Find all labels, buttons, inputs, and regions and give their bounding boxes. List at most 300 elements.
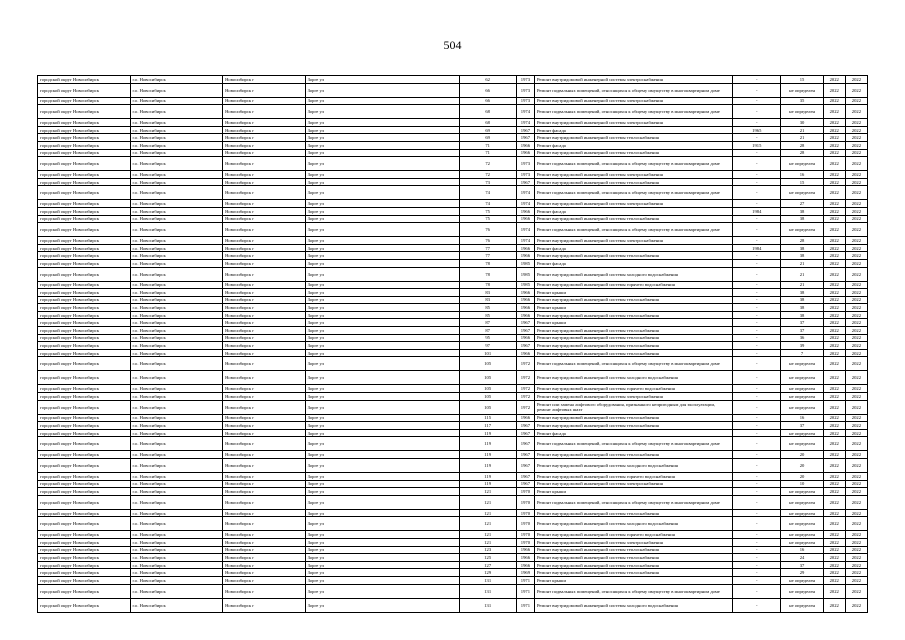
cell-cost: 28 [781, 149, 823, 157]
cell-okrug: городской округ Новосибирск [38, 414, 131, 422]
cell-house: 74 [459, 200, 516, 208]
cell-end-year: 2022 [845, 281, 867, 289]
cell-locality: Новосибирск г [223, 76, 305, 84]
cell-cost: 16 [781, 414, 823, 422]
cell-okrug: городской округ Новосибирск [38, 237, 131, 245]
cell-locality: Новосибирск г [223, 244, 305, 252]
cell-okrug: городской округ Новосибирск [38, 554, 131, 562]
table-row [38, 334, 868, 342]
cell-year: 1967 [516, 327, 534, 335]
cell-street: Зорге ул [305, 422, 459, 430]
cell-okrug: городской округ Новосибирск [38, 569, 131, 577]
cell-street: Зорге ул [305, 495, 459, 509]
cell-cost: 15 [781, 178, 823, 186]
cell-street: Зорге ул [305, 76, 459, 84]
cell-work-type: Ремонт крыши [534, 319, 732, 327]
cell-okrug: городской округ Новосибирск [38, 584, 131, 598]
cell-work-type: Ремонт внутридомовой инженерной системы холодного водоснабжения [534, 459, 732, 473]
cell-extra: - [733, 451, 781, 459]
cell-start-year: 2022 [823, 334, 845, 342]
cell-cost: 35 [781, 97, 823, 105]
cell-house: 97 [459, 342, 516, 350]
cell-house: 78 [459, 267, 516, 281]
table-row [38, 385, 868, 393]
table-row [38, 422, 868, 430]
cell-work-type: Ремонт внутридомовой инженерной системы горячего водоснабжения [534, 385, 732, 393]
cell-city: г.о. Новосибирск [130, 134, 223, 142]
cell-locality: Новосибирск г [223, 385, 305, 393]
cell-locality: Новосибирск г [223, 473, 305, 481]
cell-street: Зорге ул [305, 385, 459, 393]
cell-end-year: 2022 [845, 252, 867, 260]
cell-city: г.о. Новосибирск [130, 157, 223, 171]
cell-locality: Новосибирск г [223, 327, 305, 335]
cell-end-year: 2022 [845, 289, 867, 297]
cell-locality: Новосибирск г [223, 171, 305, 179]
cell-city: г.о. Новосибирск [130, 342, 223, 350]
table-row [38, 76, 868, 84]
cell-cost: 20 [781, 451, 823, 459]
cell-street: Зорге ул [305, 119, 459, 127]
cell-city: г.о. Новосибирск [130, 327, 223, 335]
cell-end-year: 2022 [845, 517, 867, 531]
cell-year: 1967 [516, 422, 534, 430]
cell-cost: не определен [781, 371, 823, 385]
cell-okrug: городской округ Новосибирск [38, 531, 131, 539]
cell-start-year: 2022 [823, 538, 845, 546]
cell-year: 1970 [516, 488, 534, 496]
cell-work-type: Ремонт внутридомовой инженерной системы теплоснабжения [534, 561, 732, 569]
cell-year: 1969 [516, 569, 534, 577]
cell-locality: Новосибирск г [223, 437, 305, 451]
cell-cost: 15 [781, 76, 823, 84]
cell-year: 1966 [516, 546, 534, 554]
cell-year: 1970 [516, 509, 534, 517]
cell-work-type: Ремонт или замена лифтового оборудования, признанного непригодным для эксплуатации, ремонт лифтовых шахт [534, 400, 732, 414]
cell-work-type: Ремонт подвальных помещений, относящихся к общему имуществу в многоквартирном доме [534, 357, 732, 371]
cell-extra: - [733, 429, 781, 437]
cell-city: г.о. Новосибирск [130, 141, 223, 149]
cell-city: г.о. Новосибирск [130, 385, 223, 393]
cell-street: Зорге ул [305, 488, 459, 496]
cell-extra: - [733, 105, 781, 119]
cell-locality: Новосибирск г [223, 598, 305, 612]
cell-extra: - [733, 554, 781, 562]
cell-work-type: Ремонт подвальных помещений, относящихся к общему имуществу в многоквартирном доме [534, 495, 732, 509]
cell-okrug: городской округ Новосибирск [38, 252, 131, 260]
cell-okrug: городской округ Новосибирск [38, 327, 131, 335]
cell-end-year: 2022 [845, 134, 867, 142]
cell-okrug: городской округ Новосибирск [38, 76, 131, 84]
cell-house: 76 [459, 237, 516, 245]
cell-cost: не определен [781, 517, 823, 531]
cell-year: 1966 [516, 296, 534, 304]
cell-cost: не определен [781, 488, 823, 496]
cell-extra: - [733, 76, 781, 84]
cell-street: Зорге ул [305, 437, 459, 451]
cell-work-type: Ремонт внутридомовой инженерной системы теплоснабжения [534, 554, 732, 562]
cell-street: Зорге ул [305, 509, 459, 517]
cell-year: 1973 [516, 76, 534, 84]
table-row [38, 281, 868, 289]
cell-city: г.о. Новосибирск [130, 237, 223, 245]
table-row [38, 304, 868, 312]
cell-house: 71 [459, 149, 516, 157]
cell-work-type: Ремонт внутридомовой инженерной системы электроснабжения [534, 97, 732, 105]
cell-city: г.о. Новосибирск [130, 480, 223, 488]
cell-okrug: городской округ Новосибирск [38, 509, 131, 517]
cell-start-year: 2022 [823, 509, 845, 517]
cell-year: 1967 [516, 480, 534, 488]
cell-start-year: 2022 [823, 393, 845, 401]
cell-cost: не определен [781, 495, 823, 509]
cell-work-type: Ремонт фасада [534, 259, 732, 267]
cell-street: Зорге ул [305, 83, 459, 97]
cell-end-year: 2022 [845, 569, 867, 577]
cell-street: Зорге ул [305, 141, 459, 149]
table-row [38, 215, 868, 223]
cell-extra: - [733, 342, 781, 350]
table-row [38, 451, 868, 459]
cell-street: Зорге ул [305, 186, 459, 200]
cell-end-year: 2022 [845, 531, 867, 539]
cell-end-year: 2022 [845, 576, 867, 584]
cell-okrug: городской округ Новосибирск [38, 105, 131, 119]
cell-year: 1966 [516, 215, 534, 223]
cell-start-year: 2022 [823, 400, 845, 414]
cell-cost: не определен [781, 223, 823, 237]
cell-house: 76 [459, 223, 516, 237]
cell-cost: 20 [781, 473, 823, 481]
cell-house: 85 [459, 311, 516, 319]
cell-house: 77 [459, 252, 516, 260]
table-row [38, 296, 868, 304]
cell-extra: - [733, 171, 781, 179]
cell-okrug: городской округ Новосибирск [38, 342, 131, 350]
cell-street: Зорге ул [305, 105, 459, 119]
cell-year: 1966 [516, 554, 534, 562]
cell-start-year: 2022 [823, 244, 845, 252]
cell-okrug: городской округ Новосибирск [38, 357, 131, 371]
cell-end-year: 2022 [845, 319, 867, 327]
cell-locality: Новосибирск г [223, 393, 305, 401]
table-row [38, 538, 868, 546]
cell-locality: Новосибирск г [223, 200, 305, 208]
cell-house: 101 [459, 349, 516, 357]
table-row [38, 459, 868, 473]
cell-cost: не определен [781, 429, 823, 437]
cell-cost: 16 [781, 171, 823, 179]
cell-city: г.о. Новосибирск [130, 244, 223, 252]
cell-city: г.о. Новосибирск [130, 584, 223, 598]
cell-end-year: 2022 [845, 488, 867, 496]
cell-work-type: Ремонт подвальных помещений, относящихся к общему имуществу в многоквартирном доме [534, 83, 732, 97]
cell-cost: не определен [781, 437, 823, 451]
cell-start-year: 2022 [823, 178, 845, 186]
cell-end-year: 2022 [845, 437, 867, 451]
cell-end-year: 2022 [845, 393, 867, 401]
cell-end-year: 2022 [845, 400, 867, 414]
cell-year: 1972 [516, 385, 534, 393]
cell-work-type: Ремонт внутридомовой инженерной системы электроснабжения [534, 76, 732, 84]
cell-end-year: 2022 [845, 296, 867, 304]
cell-start-year: 2022 [823, 429, 845, 437]
cell-start-year: 2022 [823, 422, 845, 430]
cell-house: 131 [459, 598, 516, 612]
cell-city: г.о. Новосибирск [130, 451, 223, 459]
cell-work-type: Ремонт внутридомовой инженерной системы горячего водоснабжения [534, 473, 732, 481]
cell-house: 77 [459, 244, 516, 252]
cell-start-year: 2022 [823, 267, 845, 281]
cell-start-year: 2022 [823, 119, 845, 127]
cell-okrug: городской округ Новосибирск [38, 83, 131, 97]
cell-start-year: 2022 [823, 311, 845, 319]
cell-end-year: 2022 [845, 495, 867, 509]
cell-end-year: 2022 [845, 349, 867, 357]
cell-street: Зорге ул [305, 349, 459, 357]
cell-house: 119 [459, 459, 516, 473]
cell-year: 1966 [516, 252, 534, 260]
cell-year: 1967 [516, 429, 534, 437]
cell-okrug: городской округ Новосибирск [38, 157, 131, 171]
cell-work-type: Ремонт внутридомовой инженерной системы теплоснабжения [534, 546, 732, 554]
cell-street: Зорге ул [305, 451, 459, 459]
cell-extra: - [733, 334, 781, 342]
cell-cost: 21 [781, 134, 823, 142]
cell-cost: не определен [781, 105, 823, 119]
cell-extra: - [733, 437, 781, 451]
cell-street: Зорге ул [305, 207, 459, 215]
cell-okrug: городской округ Новосибирск [38, 97, 131, 105]
cell-end-year: 2022 [845, 178, 867, 186]
cell-start-year: 2022 [823, 531, 845, 539]
cell-locality: Новосибирск г [223, 126, 305, 134]
cell-city: г.о. Новосибирск [130, 437, 223, 451]
cell-start-year: 2022 [823, 83, 845, 97]
table-row [38, 237, 868, 245]
cell-end-year: 2022 [845, 385, 867, 393]
cell-city: г.о. Новосибирск [130, 334, 223, 342]
cell-year: 1973 [516, 157, 534, 171]
cell-end-year: 2022 [845, 538, 867, 546]
cell-street: Зорге ул [305, 576, 459, 584]
table-row [38, 327, 868, 335]
cell-city: г.о. Новосибирск [130, 371, 223, 385]
cell-locality: Новосибирск г [223, 414, 305, 422]
cell-locality: Новосибирск г [223, 495, 305, 509]
cell-city: г.о. Новосибирск [130, 414, 223, 422]
cell-end-year: 2022 [845, 119, 867, 127]
cell-okrug: городской округ Новосибирск [38, 451, 131, 459]
cell-year: 1971 [516, 584, 534, 598]
cell-extra: - [733, 576, 781, 584]
cell-house: 121 [459, 517, 516, 531]
table-row [38, 105, 868, 119]
cell-city: г.о. Новосибирск [130, 357, 223, 371]
cell-street: Зорге ул [305, 215, 459, 223]
cell-city: г.о. Новосибирск [130, 171, 223, 179]
cell-okrug: городской округ Новосибирск [38, 393, 131, 401]
cell-okrug: городской округ Новосибирск [38, 437, 131, 451]
cell-okrug: городской округ Новосибирск [38, 400, 131, 414]
cell-house: 66 [459, 97, 516, 105]
cell-locality: Новосибирск г [223, 451, 305, 459]
cell-end-year: 2022 [845, 83, 867, 97]
cell-extra: - [733, 319, 781, 327]
cell-city: г.о. Новосибирск [130, 546, 223, 554]
cell-city: г.о. Новосибирск [130, 459, 223, 473]
cell-year: 1972 [516, 393, 534, 401]
cell-house: 105 [459, 371, 516, 385]
cell-extra: - [733, 178, 781, 186]
cell-city: г.о. Новосибирск [130, 488, 223, 496]
cell-cost: 38 [781, 304, 823, 312]
cell-locality: Новосибирск г [223, 342, 305, 350]
cell-city: г.о. Новосибирск [130, 304, 223, 312]
cell-okrug: городской округ Новосибирск [38, 473, 131, 481]
cell-okrug: городской округ Новосибирск [38, 311, 131, 319]
cell-cost: 16 [781, 546, 823, 554]
cell-extra: - [733, 149, 781, 157]
cell-locality: Новосибирск г [223, 83, 305, 97]
cell-locality: Новосибирск г [223, 400, 305, 414]
cell-okrug: городской округ Новосибирск [38, 296, 131, 304]
cell-year: 1972 [516, 357, 534, 371]
cell-end-year: 2022 [845, 304, 867, 312]
cell-street: Зорге ул [305, 97, 459, 105]
cell-extra: - [733, 134, 781, 142]
cell-okrug: городской округ Новосибирск [38, 546, 131, 554]
table-row [38, 207, 868, 215]
cell-street: Зорге ул [305, 296, 459, 304]
cell-cost: не определен [781, 598, 823, 612]
cell-locality: Новосибирск г [223, 554, 305, 562]
cell-okrug: городской округ Новосибирск [38, 141, 131, 149]
cell-end-year: 2022 [845, 480, 867, 488]
cell-okrug: городской округ Новосибирск [38, 304, 131, 312]
cell-end-year: 2022 [845, 451, 867, 459]
cell-house: 123 [459, 546, 516, 554]
cell-extra: - [733, 296, 781, 304]
cell-cost: 38 [781, 289, 823, 297]
cell-extra: - [733, 569, 781, 577]
cell-house: 125 [459, 554, 516, 562]
cell-okrug: городской округ Новосибирск [38, 319, 131, 327]
cell-city: г.о. Новосибирск [130, 105, 223, 119]
cell-locality: Новосибирск г [223, 319, 305, 327]
cell-city: г.о. Новосибирск [130, 259, 223, 267]
cell-start-year: 2022 [823, 252, 845, 260]
cell-start-year: 2022 [823, 517, 845, 531]
cell-year: 1985 [516, 259, 534, 267]
cell-cost: 24 [781, 554, 823, 562]
cell-work-type: Ремонт внутридомовой инженерной системы электроснабжения [534, 200, 732, 208]
cell-cost: 28 [781, 141, 823, 149]
cell-extra: - [733, 215, 781, 223]
cell-year: 1985 [516, 281, 534, 289]
cell-start-year: 2022 [823, 296, 845, 304]
cell-end-year: 2022 [845, 473, 867, 481]
cell-city: г.о. Новосибирск [130, 517, 223, 531]
cell-start-year: 2022 [823, 186, 845, 200]
cell-extra: - [733, 488, 781, 496]
cell-house: 127 [459, 561, 516, 569]
cell-end-year: 2022 [845, 371, 867, 385]
cell-locality: Новосибирск г [223, 186, 305, 200]
cell-end-year: 2022 [845, 186, 867, 200]
cell-extra: - [733, 517, 781, 531]
cell-start-year: 2022 [823, 584, 845, 598]
cell-year: 1966 [516, 561, 534, 569]
cell-city: г.о. Новосибирск [130, 576, 223, 584]
cell-locality: Новосибирск г [223, 569, 305, 577]
cell-city: г.о. Новосибирск [130, 561, 223, 569]
table-row [38, 252, 868, 260]
cell-year: 1974 [516, 200, 534, 208]
table-row [38, 311, 868, 319]
cell-house: 121 [459, 538, 516, 546]
cell-street: Зорге ул [305, 414, 459, 422]
table-row [38, 157, 868, 171]
cell-cost: не определен [781, 157, 823, 171]
cell-work-type: Ремонт внутридомовой инженерной системы теплоснабжения [534, 178, 732, 186]
cell-street: Зорге ул [305, 200, 459, 208]
cell-cost: не определен [781, 400, 823, 414]
cell-year: 1973 [516, 171, 534, 179]
cell-okrug: городской округ Новосибирск [38, 517, 131, 531]
cell-start-year: 2022 [823, 157, 845, 171]
cell-street: Зорге ул [305, 517, 459, 531]
cell-work-type: Ремонт внутридомовой инженерной системы электроснабжения [534, 237, 732, 245]
cell-end-year: 2022 [845, 414, 867, 422]
cell-extra: - [733, 480, 781, 488]
cell-city: г.о. Новосибирск [130, 495, 223, 509]
cell-okrug: городской округ Новосибирск [38, 119, 131, 127]
cell-cost: не определен [781, 576, 823, 584]
table-row [38, 517, 868, 531]
cell-year: 1966 [516, 141, 534, 149]
cell-house: 62 [459, 76, 516, 84]
cell-okrug: городской округ Новосибирск [38, 281, 131, 289]
cell-extra: - [733, 349, 781, 357]
cell-street: Зорге ул [305, 304, 459, 312]
cell-okrug: городской округ Новосибирск [38, 334, 131, 342]
cell-end-year: 2022 [845, 157, 867, 171]
cell-start-year: 2022 [823, 259, 845, 267]
cell-year: 1966 [516, 244, 534, 252]
cell-street: Зорге ул [305, 357, 459, 371]
cell-house: 131 [459, 584, 516, 598]
cell-extra: 1984 [733, 207, 781, 215]
cell-start-year: 2022 [823, 105, 845, 119]
cell-work-type: Ремонт внутридомовой инженерной системы горячего водоснабжения [534, 281, 732, 289]
cell-house: 83 [459, 289, 516, 297]
table-row [38, 186, 868, 200]
cell-okrug: городской округ Новосибирск [38, 200, 131, 208]
cell-extra: - [733, 281, 781, 289]
cell-start-year: 2022 [823, 171, 845, 179]
cell-year: 1974 [516, 105, 534, 119]
cell-end-year: 2022 [845, 342, 867, 350]
cell-start-year: 2022 [823, 473, 845, 481]
cell-locality: Новосибирск г [223, 531, 305, 539]
cell-extra: - [733, 157, 781, 171]
cell-okrug: городской округ Новосибирск [38, 349, 131, 357]
cell-city: г.о. Новосибирск [130, 400, 223, 414]
cell-locality: Новосибирск г [223, 141, 305, 149]
cell-okrug: городской округ Новосибирск [38, 385, 131, 393]
cell-work-type: Ремонт внутридомовой инженерной системы теплоснабжения [534, 342, 732, 350]
